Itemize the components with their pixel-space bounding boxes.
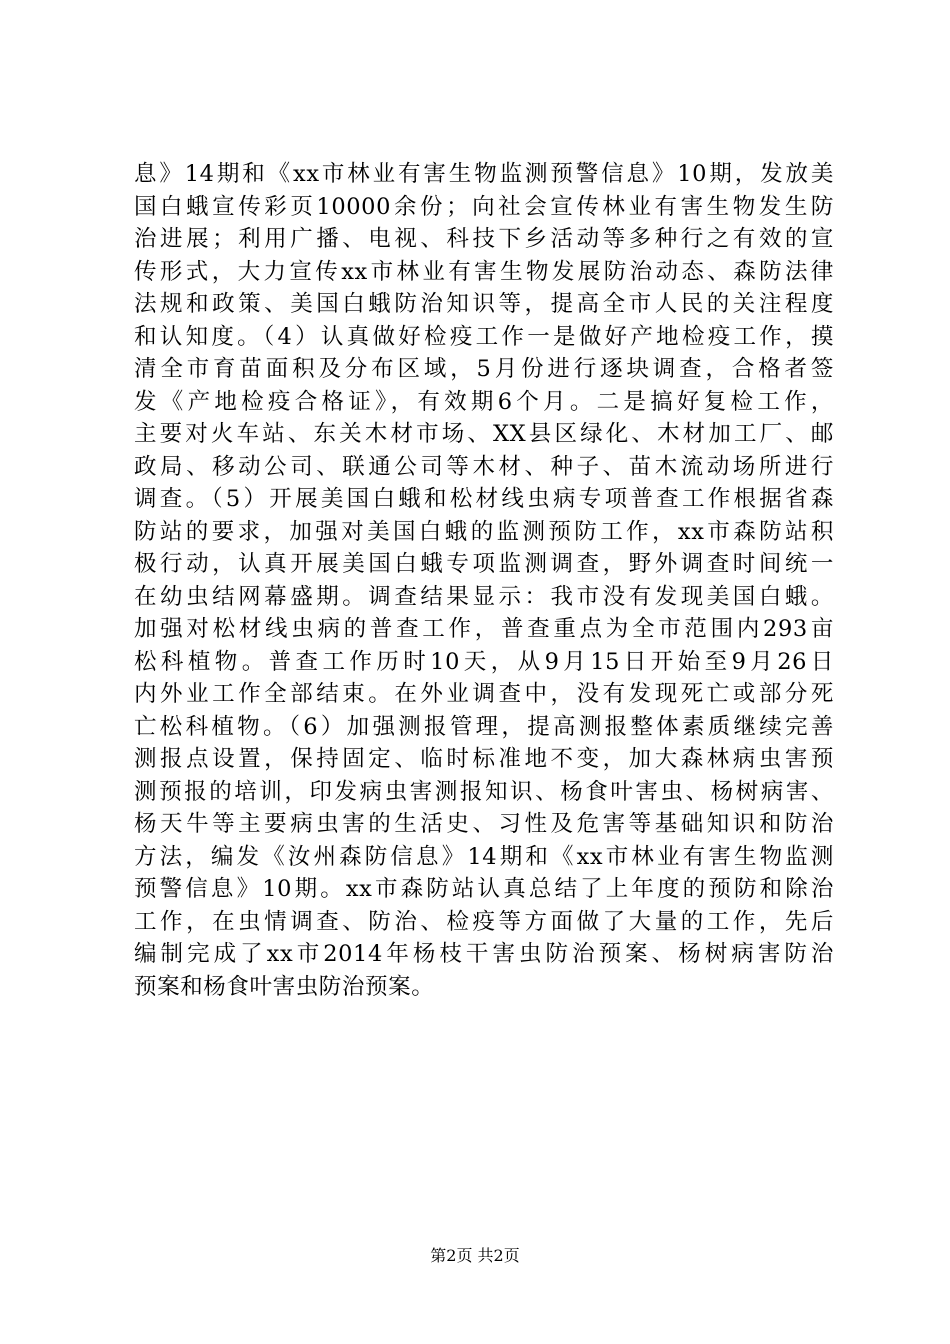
page-footer (0, 1245, 950, 1267)
text-line: 方法，编发《汝州森防信息》14期和《xx市林业有害生物监测 (134, 843, 834, 870)
text-line: 调查。（5）开展美国白蛾和松材线虫病专项普查工作根据省森 (134, 486, 834, 512)
text-line: 亡松科植物。（6）加强测报管理，提高测报整体素质继续完善 (134, 713, 834, 740)
text-line: 在幼虫结网幕盛期。调查结果显示：我市没有发现美国白蛾。 (134, 583, 834, 610)
text-line: 工作，在虫情调查、防治、检疫等方面做了大量的工作，先后 (134, 908, 834, 935)
text-line-last: 预案和杨食叶害虫防治预案。 (134, 973, 435, 1000)
text-line: 息》14期和《xx市林业有害生物监测预警信息》10期，发放美 (134, 161, 834, 187)
text-line: 内外业工作全部结束。在外业调查中，没有发现死亡或部分死 (134, 681, 834, 707)
text-line: 杨天牛等主要病虫害的生活史、习性及危害等基础知识和防治 (134, 811, 834, 837)
text-line: 测预报的培训，印发病虫害测报知识、杨食叶害虫、杨树病害、 (134, 778, 834, 805)
text-line: 极行动，认真开展美国白蛾专项监测调查，野外调查时间统一 (134, 551, 834, 577)
text-line: 测报点设置，保持固定、临时标准地不变，加大森林病虫害预 (134, 746, 834, 772)
text-line: 国白蛾宣传彩页10000余份；向社会宣传林业有害生物发生防 (134, 193, 834, 220)
text-line: 法规和政策、美国白蛾防治知识等，提高全市人民的关注程度 (134, 291, 834, 317)
text-line: 治进展；利用广播、电视、科技下乡活动等多种行之有效的宣 (134, 226, 834, 252)
text-line: 主要对火车站、东关木材市场、XX县区绿化、木材加工厂、邮 (134, 421, 834, 447)
text-line: 发《产地检疫合格证》，有效期6个月。二是搞好复检工作， (134, 388, 834, 415)
text-line: 和认知度。（4）认真做好检疫工作一是做好产地检疫工作，摸 (134, 323, 834, 350)
text-line: 清全市育苗面积及分布区域，5月份进行逐块调查，合格者签 (134, 356, 834, 382)
text-line: 传形式，大力宣传xx市林业有害生物发展防治动态、森防法律 (134, 258, 834, 285)
text-line: 政局、移动公司、联通公司等木材、种子、苗木流动场所进行 (134, 453, 834, 480)
text-line: 编制完成了xx市2014年杨枝干害虫防治预案、杨树病害防治 (134, 941, 834, 967)
text-line: 防站的要求，加强对美国白蛾的监测预防工作，xx市森防站积 (134, 518, 834, 545)
text-line: 预警信息》10期。xx市森防站认真总结了上年度的预防和除治 (134, 876, 834, 902)
text-line: 松科植物。普查工作历时10天，从9月15日开始至9月26日 (134, 648, 834, 675)
page-number-label: 第2页 共2页 (430, 1246, 520, 1265)
text-line: 加强对松材线虫病的普查工作，普查重点为全市范围内293亩 (134, 616, 834, 642)
body-paragraph (134, 158, 834, 1003)
